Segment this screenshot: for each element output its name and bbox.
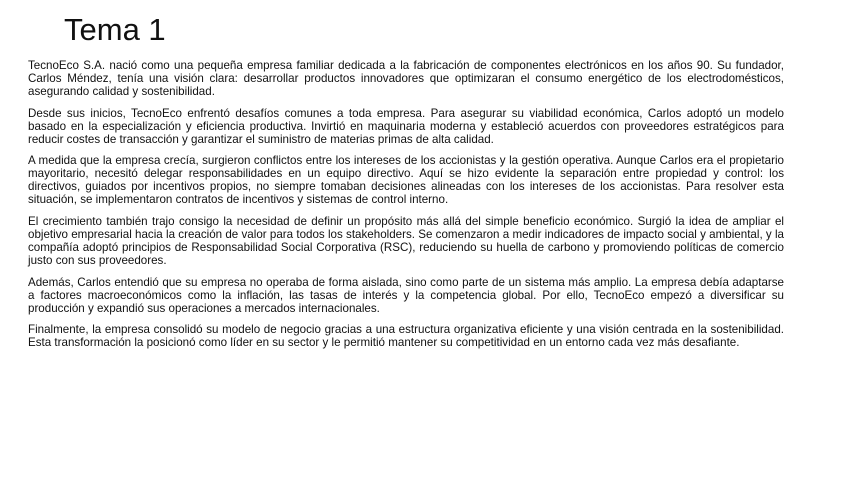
paragraph-ownership-control: A medida que la empresa crecía, surgieron conflictos entre los intereses de los accionistas y la gestión operativa. Aunque Carlos era el propietario mayoritario, necesitó delegar responsabilidades en un equipo directivo. Aquí se hizo evidente la separación entre propiedad y control: los directivos, guiados por incentivos propios, no siempre tomaban decisiones alineadas con los intereses de los accionistas. Para resolver esta situación, se implementaron contratos de incentivos y sistemas de control interno. bbox=[28, 154, 784, 207]
slide-body-text bbox=[28, 60, 784, 359]
slide-title: Tema 1 bbox=[64, 12, 166, 47]
paragraph-macroeconomic: Además, Carlos entendió que su empresa no operaba de forma aislada, sino como parte de un sistema más amplio. La empresa debía adaptarse a factores macroeconómicos como la inflación, las tasas de interés y la competencia global. Por ello, TecnoEco empezó a diversificar su producción y expandió sus operaciones a mercados internacionales. bbox=[28, 275, 784, 315]
paragraph-early-challenges: Desde sus inicios, TecnoEco enfrentó desafíos comunes a toda empresa. Para asegurar su viabilidad económica, Carlos adoptó un modelo basado en la especialización y eficiencia productiva. Invirtió en maquinaria moderna y estableció acuerdos con proveedores estratégicos para reducir costes de transacción y garantizar el suministro de materias primas de alta calidad. bbox=[28, 106, 784, 146]
paragraph-origins: TecnoEco S.A. nació como una pequeña empresa familiar dedicada a la fabricación de componentes electrónicos en los años 90. Su fundador, Carlos Méndez, tenía una visión clara: desarrollar productos innovadores que optimizaran el consumo energético de los electrodomésticos, asegurando calidad y sostenibilidad. bbox=[28, 59, 784, 98]
paragraph-stakeholders-rsc: El crecimiento también trajo consigo la necesidad de definir un propósito más allá del simple beneficio económico. Surgió la idea de ampliar el objetivo empresarial hacia la creación de valor para todos los stakeholders. Se comenzaron a medir indicadores de impacto social y ambiental, y la compañía adoptó principios de Responsabilidad Social Corporativa (RSC), reduciendo su huella de carbono y promoviendo políticas de comercio justo con sus proveedores. bbox=[28, 215, 784, 267]
paragraph-conclusion: Finalmente, la empresa consolidó su modelo de negocio gracias a una estructura organizativa eficiente y una visión centrada en la sostenibilidad. Esta transformación la posicionó como líder en su sector y le permitió mantener su competitividad en un entorno cada vez más desafiante. bbox=[28, 323, 784, 350]
